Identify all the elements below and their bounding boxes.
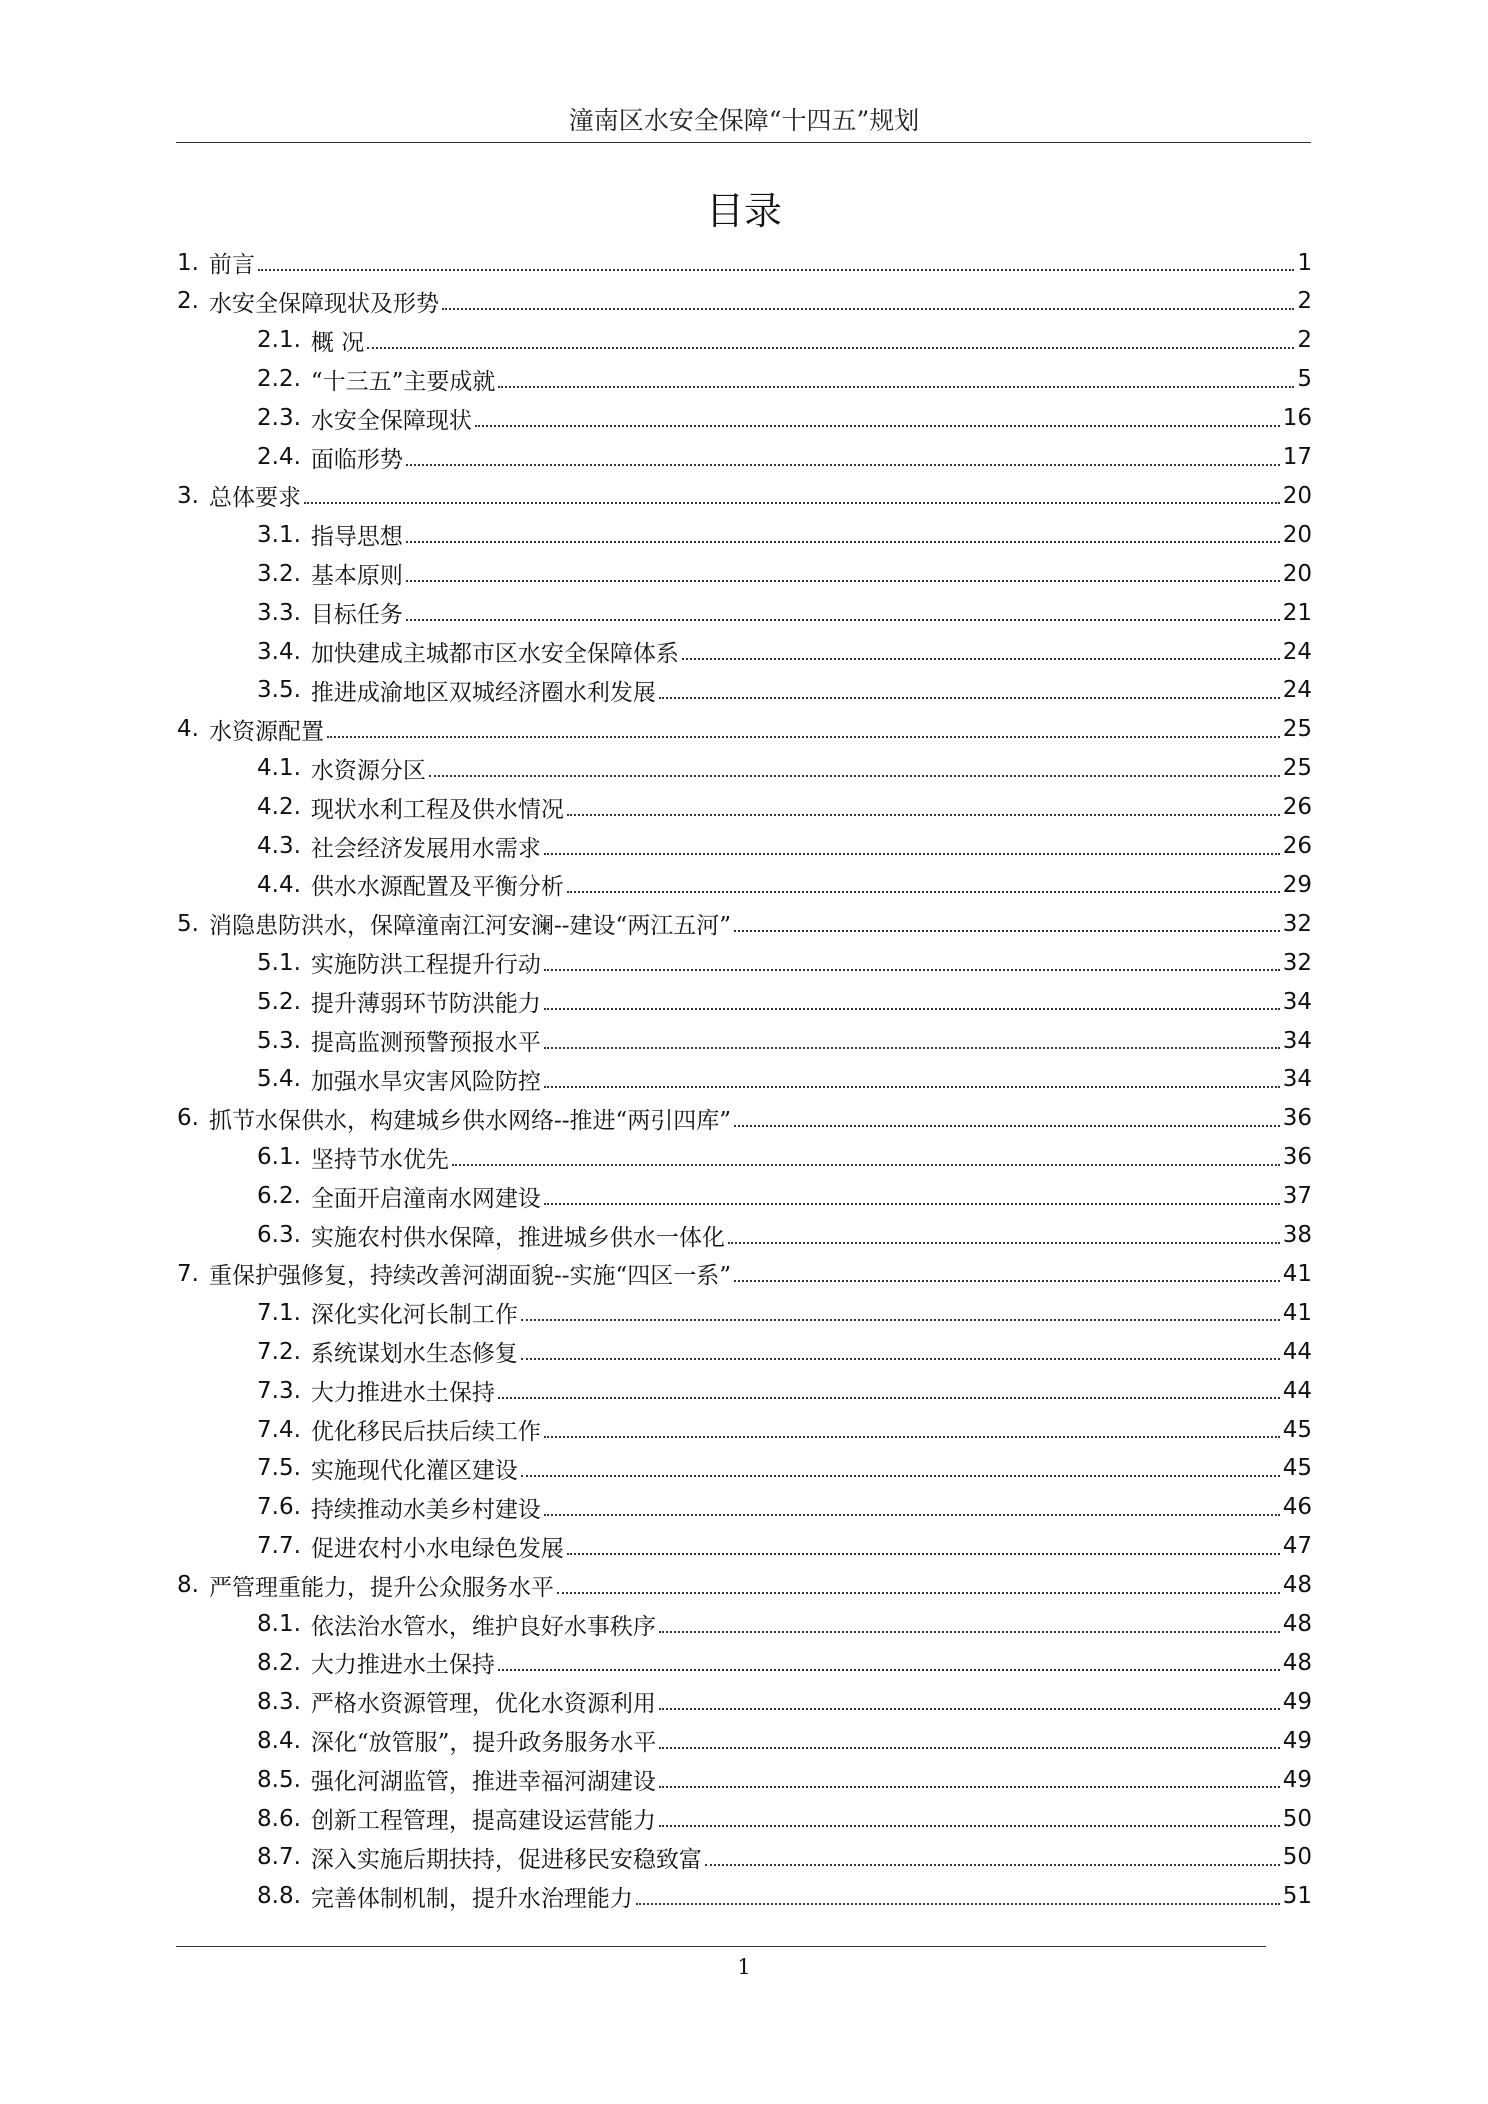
toc-section-entry[interactable]	[257, 1721, 1312, 1760]
toc-entry-title: 完善体制机制，提升水治理能力	[310, 1885, 633, 1912]
toc-dot-leader	[567, 1553, 1280, 1555]
toc-entry-title: 基本原则	[310, 563, 403, 590]
toc-dot-leader	[734, 1125, 1280, 1127]
toc-entry-page: 26	[1282, 794, 1312, 821]
toc-entry-title: 总体要求	[208, 485, 301, 512]
toc-dot-leader	[521, 1475, 1280, 1477]
toc-entry-title: 持续推动水美乡村建设	[310, 1496, 541, 1523]
toc-entry-page: 48	[1282, 1649, 1312, 1676]
toc-entry-page: 49	[1282, 1688, 1312, 1715]
toc-entry-title: 坚持节水优先	[310, 1146, 449, 1173]
toc-entry-title: 社会经济发展用水需求	[310, 835, 541, 862]
toc-dot-leader	[406, 464, 1280, 466]
toc-dot-leader	[544, 1514, 1280, 1516]
toc-section-entry[interactable]	[257, 1060, 1312, 1099]
toc-dot-leader	[544, 1086, 1280, 1088]
toc-entry-number: 5.	[177, 910, 199, 937]
toc-entry-title: 提高监测预警预报水平	[310, 1030, 541, 1056]
toc-dot-leader	[258, 269, 1294, 271]
toc-entry-number: 6.	[177, 1105, 199, 1132]
toc-entry-number: 4.2.	[257, 794, 301, 821]
toc-entry-number: 5.2.	[257, 988, 301, 1015]
toc-entry-number: 8.1.	[257, 1611, 301, 1637]
toc-section-entry[interactable]	[257, 827, 1312, 866]
toc-entry-number: 7.	[177, 1260, 199, 1287]
toc-entry-page: 20	[1282, 521, 1312, 548]
toc-dot-leader	[567, 891, 1280, 893]
toc-entry-page: 32	[1282, 949, 1312, 976]
toc-dot-leader	[327, 736, 1280, 738]
toc-entry-number: 4.4.	[257, 871, 301, 898]
toc-dot-leader	[544, 1436, 1280, 1438]
toc-entry-number: 3.	[177, 482, 199, 509]
toc-entry-number: 3.4.	[257, 638, 301, 665]
toc-entry-page: 49	[1282, 1766, 1312, 1793]
toc-entry-number: 8.6.	[257, 1805, 301, 1832]
toc-entry-page: 46	[1282, 1494, 1312, 1521]
toc-section-entry[interactable]	[257, 1527, 1312, 1566]
toc-entry-number: 8.4.	[257, 1727, 301, 1754]
toc-entry-page: 20	[1282, 560, 1312, 587]
toc-entry-title: 严管理重能力，提升公众服务水平	[208, 1574, 554, 1601]
toc-entry-page: 36	[1282, 1105, 1312, 1132]
toc-section-entry[interactable]	[257, 1643, 1312, 1682]
toc-entry-page: 25	[1282, 716, 1312, 743]
toc-entry-number: 8.7.	[257, 1844, 301, 1871]
toc-dot-leader	[406, 619, 1280, 621]
toc-dot-leader	[557, 1592, 1280, 1594]
toc-entry-number: 3.2.	[257, 560, 301, 587]
toc-entry-title: 实施现代化灌区建设	[310, 1457, 518, 1484]
toc-dot-leader	[367, 347, 1294, 349]
toc-entry-number: 2.4.	[257, 444, 301, 470]
toc-entry-number: 8.8.	[257, 1883, 301, 1910]
toc-dot-leader	[475, 425, 1280, 427]
toc-dot-leader	[567, 814, 1280, 816]
toc-dot-leader	[682, 658, 1280, 660]
toc-entry-number: 8.	[177, 1572, 199, 1599]
toc-entry-number: 8.2.	[257, 1649, 301, 1676]
toc-entry-page: 16	[1282, 405, 1312, 432]
toc-entry-title: 促进农村小水电绿色发展	[310, 1535, 564, 1562]
toc-section-entry[interactable]	[257, 632, 1312, 671]
toc-entry-title: 面临形势	[310, 446, 403, 473]
toc-entry-page: 24	[1282, 677, 1312, 704]
toc-entry-title: 现状水利工程及供水情况	[310, 796, 564, 823]
toc-entry-page: 2	[1297, 327, 1312, 354]
toc-dot-leader	[734, 1280, 1280, 1282]
toc-dot-leader	[452, 1164, 1280, 1166]
toc-entry-number: 3.3.	[257, 599, 301, 626]
toc-entry-page: 26	[1282, 833, 1312, 859]
toc-entry-number: 2.3.	[257, 405, 301, 432]
running-header: 潼南区水安全保障“十四五”规划	[568, 106, 920, 135]
toc-entry-number: 7.5.	[257, 1455, 301, 1482]
toc-entry-number: 4.3.	[257, 833, 301, 859]
toc-entry-title: 创新工程管理，提高建设运营能力	[310, 1808, 656, 1834]
toc-entry-page: 34	[1282, 1066, 1312, 1093]
toc-chapter-entry[interactable]	[177, 1566, 1312, 1605]
toc-entry-page: 50	[1282, 1805, 1312, 1832]
toc-entry-number: 7.4.	[257, 1416, 301, 1443]
toc-entry-page: 2	[1297, 288, 1312, 315]
toc-entry-title: 依法治水管水，维护良好水事秩序	[310, 1613, 656, 1640]
toc-entry-page: 20	[1282, 482, 1312, 509]
toc-entry-page: 21	[1282, 599, 1312, 626]
page-number: 1	[737, 1955, 751, 1979]
toc-chapter-entry[interactable]	[177, 476, 1312, 515]
toc-section-entry[interactable]	[257, 1410, 1312, 1449]
toc-entry-title: 强化河湖监管，推进幸福河湖建设	[310, 1769, 656, 1796]
toc-section-entry[interactable]	[257, 788, 1312, 827]
toc-dot-leader	[659, 1708, 1280, 1710]
toc-entry-page: 29	[1282, 871, 1312, 898]
toc-entry-page: 45	[1282, 1455, 1312, 1482]
toc-entry-title: 重保护强修复，持续改善河湖面貌--实施“四区一系”	[208, 1263, 732, 1290]
toc-entry-page: 36	[1282, 1144, 1312, 1171]
toc-dot-leader	[442, 308, 1294, 310]
header-rule	[176, 142, 1311, 143]
toc-entry-page: 41	[1282, 1260, 1312, 1287]
toc-entry-title: “十三五”主要成就	[310, 368, 496, 395]
toc-section-entry[interactable]	[257, 1682, 1312, 1721]
toc-entry-title: 水资源配置	[208, 718, 324, 745]
toc-entry-number: 7.7.	[257, 1533, 301, 1560]
toc-chapter-entry[interactable]	[177, 243, 1312, 282]
toc-entry-number: 7.3.	[257, 1377, 301, 1404]
toc-dot-leader	[659, 697, 1280, 699]
toc-section-entry[interactable]	[257, 982, 1312, 1021]
toc-entry-number: 4.1.	[257, 755, 301, 782]
toc-entry-page: 48	[1282, 1572, 1312, 1599]
toc-entry-number: 5.3.	[257, 1027, 301, 1054]
toc-entry-number: 4.	[177, 716, 199, 743]
toc-entry-page: 37	[1282, 1183, 1312, 1210]
toc-entry-title: 消隐患防洪水，保障潼南江河安澜--建设“两江五河”	[208, 913, 732, 940]
toc-dot-leader	[498, 386, 1294, 388]
toc-entry-number: 3.5.	[257, 677, 301, 704]
toc-entry-number: 2.2.	[257, 366, 301, 393]
toc-dot-leader	[304, 502, 1280, 504]
toc-section-entry[interactable]	[257, 1371, 1312, 1410]
toc-section-entry[interactable]	[257, 438, 1312, 477]
toc-entry-title: 优化移民后扶后续工作	[310, 1419, 541, 1445]
toc-section-entry[interactable]	[257, 515, 1312, 554]
toc-entry-title: 大力推进水土保持	[310, 1380, 495, 1407]
toc-entry-title: 系统谋划水生态修复	[310, 1341, 518, 1368]
toc-dot-leader	[659, 1825, 1280, 1827]
toc-entry-page: 38	[1282, 1222, 1312, 1248]
toc-section-entry[interactable]	[257, 1605, 1312, 1644]
toc-entry-title: 推进成渝地区双城经济圈水利发展	[310, 679, 656, 706]
toc-entry-title: 前言	[208, 252, 255, 278]
toc-entry-title: 大力推进水土保持	[310, 1652, 495, 1679]
toc-entry-title: 深化“放管服”，提升政务服务水平	[310, 1730, 657, 1757]
toc-dot-leader	[659, 1786, 1280, 1788]
toc-section-entry[interactable]	[257, 360, 1312, 399]
toc-dot-leader	[406, 580, 1280, 582]
toc-entry-page: 48	[1282, 1611, 1312, 1637]
toc-entry-number: 2.1.	[257, 327, 301, 354]
toc-dot-leader	[544, 969, 1280, 971]
toc-entry-page: 44	[1282, 1377, 1312, 1404]
footer-rule	[176, 1946, 1266, 1947]
toc-section-entry[interactable]	[257, 1838, 1312, 1877]
toc-entry-page: 44	[1282, 1338, 1312, 1365]
toc-section-entry[interactable]	[257, 1760, 1312, 1799]
toc-dot-leader	[734, 930, 1280, 932]
toc-entry-page: 17	[1282, 444, 1312, 470]
toc-section-entry[interactable]	[257, 399, 1312, 438]
toc-chapter-entry[interactable]	[177, 282, 1312, 321]
toc-entry-title: 加强水旱灾害风险防控	[310, 1068, 541, 1095]
toc-dot-leader	[659, 1631, 1280, 1633]
toc-entry-page: 25	[1282, 755, 1312, 782]
toc-section-entry[interactable]	[257, 1293, 1312, 1332]
toc-entry-number: 6.2.	[257, 1183, 301, 1210]
toc-dot-leader	[521, 1358, 1280, 1360]
toc-entry-title: 严格水资源管理，优化水资源利用	[310, 1691, 656, 1718]
toc-entry-page: 47	[1282, 1533, 1312, 1560]
toc-section-entry[interactable]	[257, 671, 1312, 710]
toc-entry-title: 水资源分区	[310, 757, 426, 784]
toc-dot-leader	[498, 1397, 1280, 1399]
toc-section-entry[interactable]	[257, 1877, 1312, 1916]
toc-entry-page: 49	[1282, 1727, 1312, 1754]
toc-entry-title: 实施农村供水保障，推进城乡供水一体化	[310, 1224, 725, 1251]
toc-entry-number: 5.4.	[257, 1066, 301, 1093]
toc-section-entry[interactable]	[257, 865, 1312, 904]
toc-entry-page: 45	[1282, 1416, 1312, 1443]
toc-entry-page: 32	[1282, 910, 1312, 937]
toc-entry-page: 34	[1282, 1027, 1312, 1054]
toc-entry-number: 2.	[177, 288, 199, 315]
toc-entry-title: 实施防洪工程提升行动	[310, 952, 541, 979]
toc-dot-leader	[705, 1864, 1280, 1866]
toc-chapter-entry[interactable]	[177, 710, 1312, 749]
toc-entry-number: 6.3.	[257, 1222, 301, 1248]
toc-section-entry[interactable]	[257, 749, 1312, 788]
toc-section-entry[interactable]	[257, 943, 1312, 982]
toc-entry-number: 7.6.	[257, 1494, 301, 1521]
toc-dot-leader	[521, 1319, 1280, 1321]
toc-entry-number: 5.1.	[257, 949, 301, 976]
toc-entry-number: 6.1.	[257, 1144, 301, 1171]
toc-entry-number: 8.3.	[257, 1688, 301, 1715]
toc-section-entry[interactable]	[257, 1449, 1312, 1488]
toc-dot-leader	[544, 1203, 1280, 1205]
toc-dot-leader	[728, 1242, 1280, 1244]
toc-entry-number: 3.1.	[257, 521, 301, 548]
toc-entry-title: 水安全保障现状	[310, 407, 472, 434]
toc-entry-title: 目标任务	[310, 602, 403, 629]
toc-dot-leader	[636, 1903, 1280, 1905]
toc-section-entry[interactable]	[257, 1138, 1312, 1177]
toc-section-entry[interactable]	[257, 593, 1312, 632]
toc-entry-title: 概 况	[310, 329, 365, 356]
toc-entry-title: 深化实化河长制工作	[310, 1302, 518, 1329]
toc-entry-title: 供水水源配置及平衡分析	[310, 874, 564, 901]
toc-entry-page: 5	[1297, 366, 1312, 393]
toc-section-entry[interactable]	[257, 1021, 1312, 1060]
toc-section-entry[interactable]	[257, 1177, 1312, 1216]
toc-entry-number: 7.2.	[257, 1338, 301, 1365]
toc-chapter-entry[interactable]	[177, 1254, 1312, 1293]
toc-entry-page: 51	[1282, 1883, 1312, 1910]
toc-entry-title: 提升薄弱环节防洪能力	[310, 991, 541, 1018]
toc-entry-title: 全面开启潼南水网建设	[310, 1185, 541, 1212]
toc-entry-number: 7.1.	[257, 1299, 301, 1326]
toc-entry-number: 8.5.	[257, 1766, 301, 1793]
toc-chapter-entry[interactable]	[177, 904, 1312, 943]
toc-entry-page: 41	[1282, 1299, 1312, 1326]
toc-entry-title: 深入实施后期扶持，促进移民安稳致富	[310, 1846, 702, 1873]
toc-title: 目录	[705, 189, 782, 233]
toc-entry-title: 水安全保障现状及形势	[208, 290, 439, 317]
toc-dot-leader	[544, 1008, 1280, 1010]
toc-dot-leader	[429, 775, 1280, 777]
toc-dot-leader	[544, 853, 1280, 855]
toc-entry-page: 50	[1282, 1844, 1312, 1871]
toc-dot-leader	[406, 541, 1280, 543]
toc-entry-number: 1.	[177, 249, 199, 276]
toc-dot-leader	[544, 1047, 1280, 1049]
toc-entry-page: 1	[1297, 249, 1312, 276]
toc-section-entry[interactable]	[257, 1332, 1312, 1371]
toc-dot-leader	[659, 1747, 1279, 1749]
toc-entry-title: 指导思想	[310, 524, 403, 551]
toc-section-entry[interactable]	[257, 321, 1312, 360]
toc-entry-title: 抓节水保供水，构建城乡供水网络--推进“两引四库”	[208, 1107, 732, 1134]
toc-section-entry[interactable]	[257, 1216, 1312, 1255]
toc-dot-leader	[498, 1669, 1280, 1671]
toc-section-entry[interactable]	[257, 1799, 1312, 1838]
toc-section-entry[interactable]	[257, 554, 1312, 593]
toc-section-entry[interactable]	[257, 1488, 1312, 1527]
toc-chapter-entry[interactable]	[177, 1099, 1312, 1138]
toc-entry-page: 34	[1282, 988, 1312, 1015]
toc-entry-page: 24	[1282, 638, 1312, 665]
toc-entry-title: 加快建成主城都市区水安全保障体系	[310, 641, 679, 667]
